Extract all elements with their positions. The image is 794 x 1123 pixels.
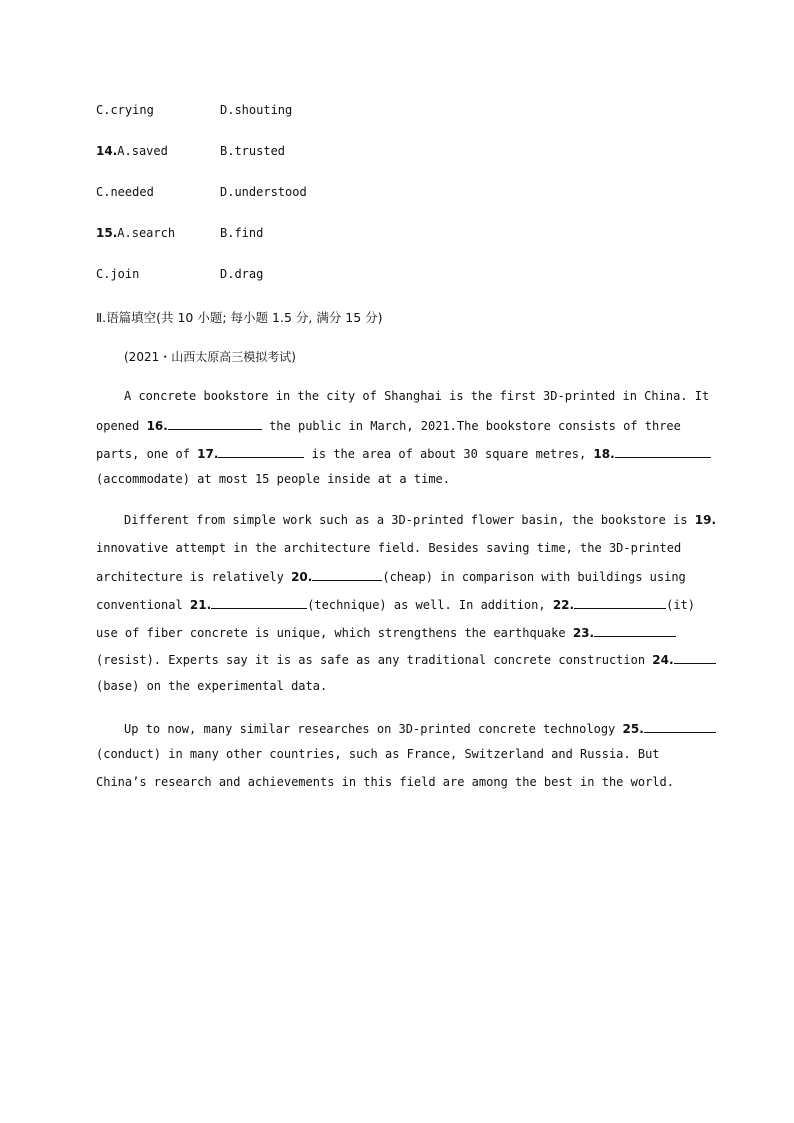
- blank-number-21: 21.: [189, 598, 212, 612]
- option-a: A.search: [117, 226, 176, 240]
- option-a: A.saved: [117, 144, 168, 158]
- section-title: Ⅱ.语篇填空(共 10 小题; 每小题 1.5 分, 满分 15 分): [96, 310, 383, 325]
- answer-blank-22[interactable]: [574, 596, 666, 609]
- passage-line: [96, 568, 686, 584]
- passage-line: [96, 624, 676, 640]
- passage-line: (accommodate) at most 15 people inside at a time.: [96, 472, 451, 486]
- passage-line: (base) on the experimental data.: [96, 679, 328, 693]
- text: use of fiber concrete is unique, which strengthens the earthquake: [96, 626, 573, 640]
- text: Different from simple work such as a 3D-printed flower basin, the bookstore is: [124, 513, 695, 527]
- text: (cheap) in comparison with buildings using: [382, 570, 686, 584]
- option-b: B.find: [220, 226, 264, 240]
- source-line: (2021・山西太原高三模拟考试): [124, 350, 296, 364]
- passage-line: [96, 596, 695, 612]
- option-d: D.understood: [220, 185, 307, 199]
- text: parts, one of: [96, 447, 198, 461]
- passage-line: [96, 445, 711, 461]
- answer-blank-23[interactable]: [594, 624, 676, 637]
- option-c: C.crying: [96, 103, 154, 117]
- option-d: D.shouting: [220, 103, 293, 117]
- text: architecture is relatively: [96, 570, 292, 584]
- text: (technique) as well. In addition,: [307, 598, 553, 612]
- blank-number-22: 22.: [552, 598, 575, 612]
- text: conventional: [96, 598, 190, 612]
- blank-number-24: 24.: [652, 653, 674, 667]
- passage-line: [96, 651, 716, 667]
- passage-line: (conduct) in many other countries, such as France, Switzerland and Russia. But: [96, 747, 660, 761]
- text: (resist). Experts say it is as safe as any traditional concrete construction: [96, 653, 653, 667]
- passage-line: China’s research and achievements in this field are among the best in the world.: [96, 775, 674, 789]
- answer-blank-21[interactable]: [211, 596, 307, 609]
- passage-line: [124, 720, 716, 736]
- option-c: C.join: [96, 267, 140, 281]
- blank-number-17: 17.: [197, 447, 219, 461]
- option-b: B.trusted: [220, 144, 286, 158]
- answer-blank-18[interactable]: [615, 445, 711, 458]
- blank-number-25: 25.: [622, 722, 644, 736]
- text: the public in March, 2021.The bookstore consists of three: [261, 419, 681, 433]
- blank-number-19: 19.: [694, 513, 717, 527]
- question-number: 14.: [96, 144, 118, 158]
- option-c: C.needed: [96, 185, 154, 199]
- text: opened: [96, 419, 147, 433]
- answer-blank-16[interactable]: [168, 417, 262, 430]
- option-d: D.drag: [220, 267, 264, 281]
- blank-number-16: 16.: [146, 419, 168, 433]
- answer-blank-20[interactable]: [312, 568, 382, 581]
- passage-line: [124, 513, 716, 527]
- question-number: 15.: [96, 226, 118, 240]
- passage-line: [96, 417, 681, 433]
- question-15-option-a: [96, 226, 175, 240]
- answer-blank-25[interactable]: [644, 720, 716, 733]
- question-14-option-a: [96, 144, 168, 158]
- blank-number-18: 18.: [593, 447, 615, 461]
- passage-line: innovative attempt in the architecture field. Besides saving time, the 3D-printed: [96, 541, 682, 555]
- text: Up to now, many similar researches on 3D-printed concrete technology: [124, 722, 623, 736]
- blank-number-23: 23.: [572, 626, 595, 640]
- passage-line: A concrete bookstore in the city of Shanghai is the first 3D-printed in China. It: [124, 389, 710, 403]
- blank-number-20: 20.: [291, 570, 313, 584]
- answer-blank-24[interactable]: [674, 651, 716, 664]
- text: (it): [666, 598, 695, 612]
- answer-blank-17[interactable]: [218, 445, 304, 458]
- text: is the area of about 30 square metres,: [304, 447, 594, 461]
